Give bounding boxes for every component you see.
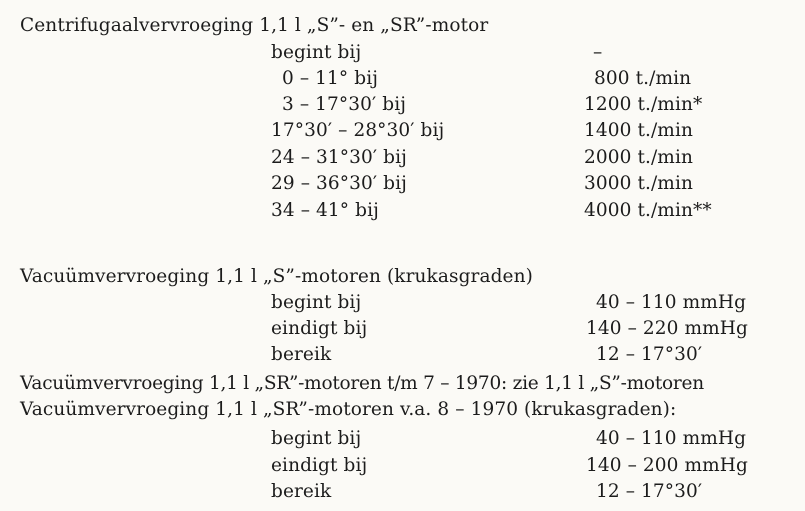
- vacuum-s-row-value: 40 – 110 mmHg: [596, 292, 747, 313]
- centrifugal-row-value: 2000 t./min: [584, 147, 693, 168]
- centrifugal-row-label: 3 – 17°30′ bij: [282, 94, 407, 115]
- vacuum-sr-row-value: 12 – 17°30′: [596, 481, 703, 502]
- centrifugal-heading: Centrifugaalvervroeging 1,1 l „S”- en „SR”-motor: [20, 15, 489, 36]
- vacuum-s-heading: Vacuümvervroeging 1,1 l „S”-motoren (krukasgraden): [20, 266, 533, 287]
- vacuum-s-row-value: 12 – 17°30′: [596, 344, 703, 365]
- vacuum-sr-row-value: 140 – 200 mmHg: [586, 455, 748, 476]
- vacuum-sr-row-value: 40 – 110 mmHg: [596, 428, 747, 449]
- centrifugal-row-label: 29 – 36°30′ bij: [271, 173, 407, 194]
- vacuum-sr-row-label: eindigt bij: [271, 455, 368, 476]
- centrifugal-row-label: 24 – 31°30′ bij: [271, 147, 407, 168]
- vacuum-sr-row-label: bereik: [271, 481, 332, 502]
- centrifugal-row-value: 4000 t./min**: [584, 200, 712, 221]
- vacuum-s-row-label: begint bij: [271, 292, 362, 313]
- centrifugal-row-value: 800 t./min: [594, 68, 692, 89]
- vacuum-s-row-value: 140 – 220 mmHg: [586, 318, 748, 339]
- centrifugal-row-label: begint bij: [271, 42, 362, 63]
- centrifugal-row-label: 34 – 41° bij: [271, 200, 379, 221]
- centrifugal-row-value: 1200 t./min*: [584, 94, 703, 115]
- vacuum-sr-from-heading: Vacuümvervroeging 1,1 l „SR”-motoren v.a. 8 – 1970 (krukasgraden):: [20, 399, 677, 420]
- centrifugal-row-label: 17°30′ – 28°30′ bij: [271, 120, 445, 141]
- vacuum-sr-row-label: begint bij: [271, 428, 362, 449]
- centrifugal-row-value: 3000 t./min: [584, 173, 693, 194]
- vacuum-s-row-label: bereik: [271, 344, 332, 365]
- vacuum-s-row-label: eindigt bij: [271, 318, 368, 339]
- centrifugal-row-value: 1400 t./min: [584, 120, 693, 141]
- centrifugal-row-label: 0 – 11° bij: [282, 68, 379, 89]
- vacuum-sr-until-heading: Vacuümvervroeging 1,1 l „SR”-motoren t/m 7 – 1970: zie 1,1 l „S”-motoren: [20, 373, 704, 394]
- centrifugal-row-value: –: [593, 42, 603, 63]
